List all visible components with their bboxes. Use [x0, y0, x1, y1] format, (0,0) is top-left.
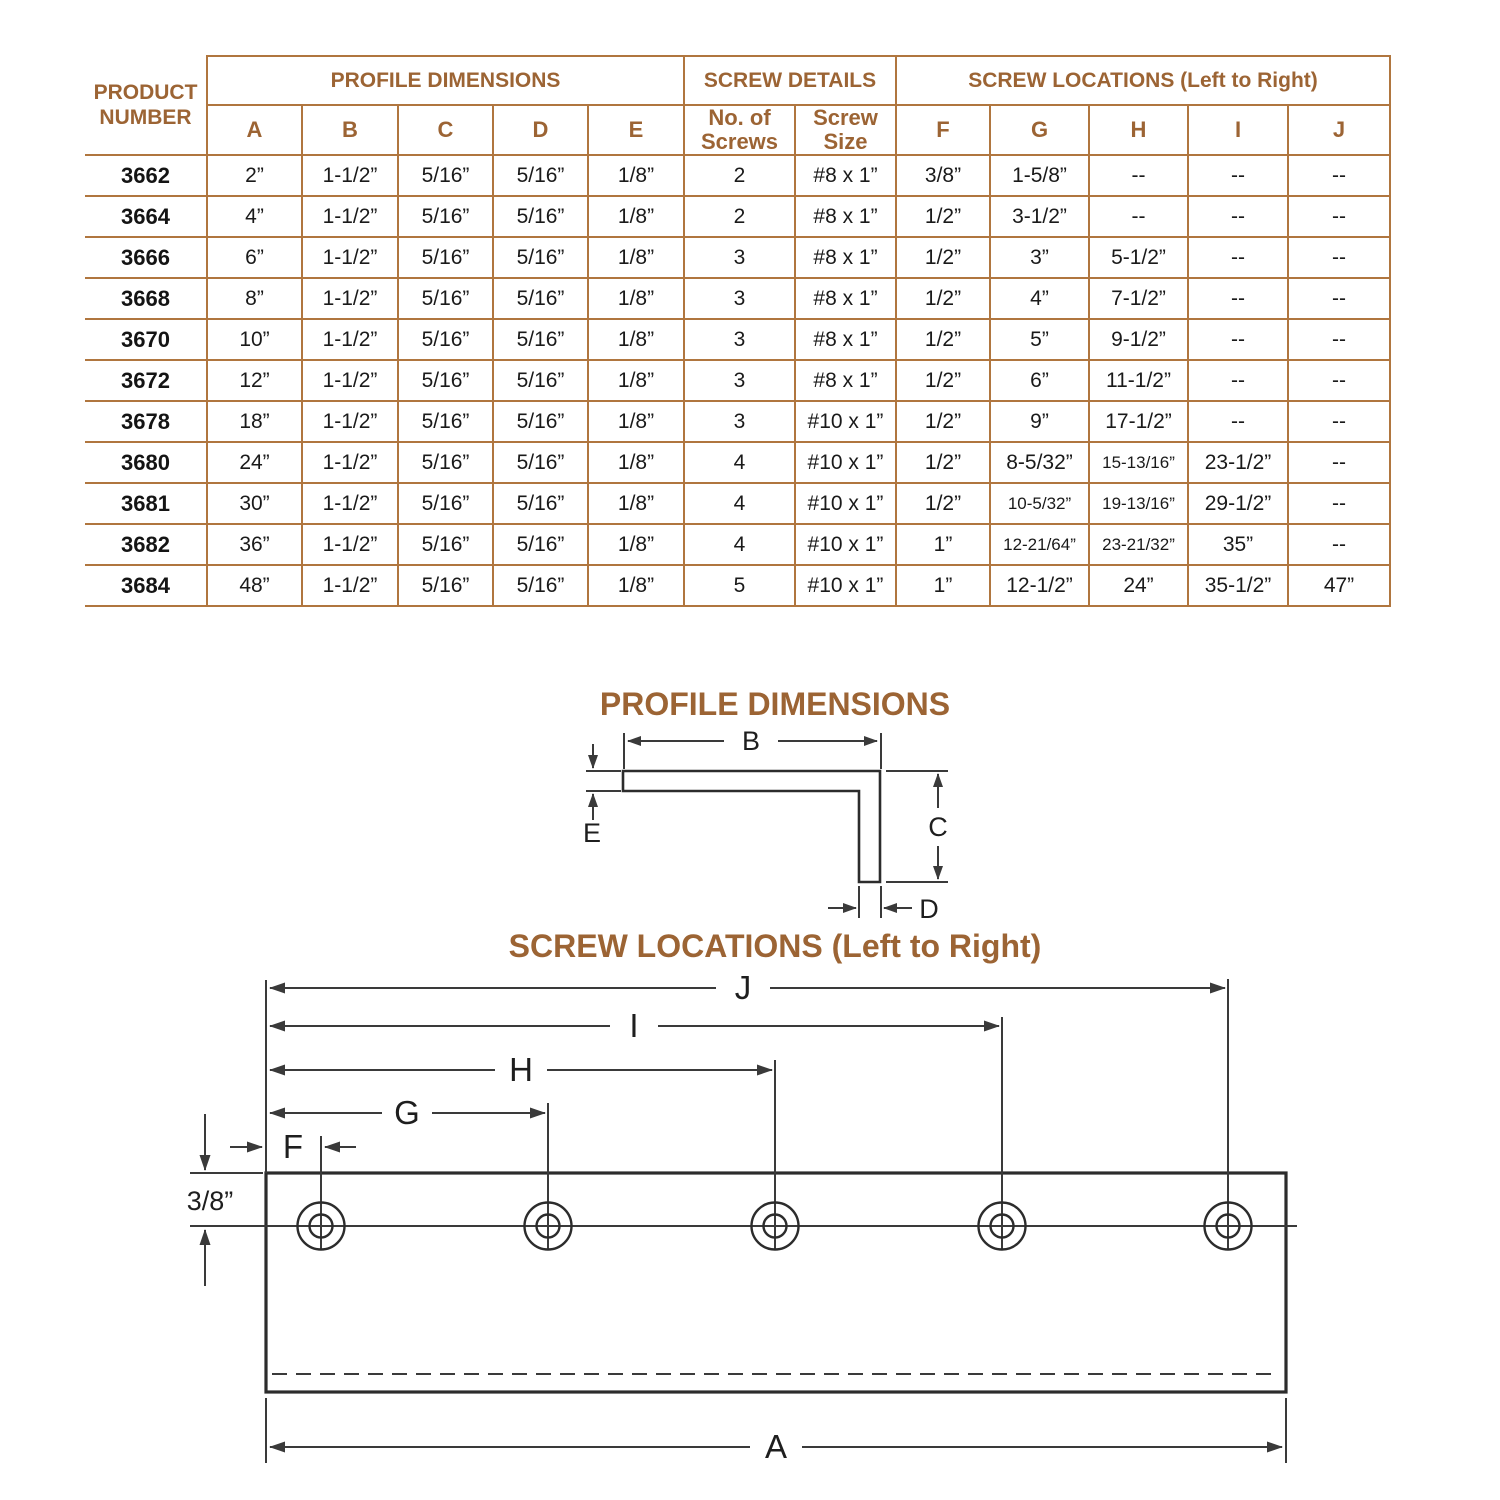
cell-dim-c: 5/16”: [398, 401, 493, 442]
cell-dim-b: 1-1/2”: [302, 278, 398, 319]
screw-size-line1: Screw: [813, 105, 878, 130]
dim-j: [270, 969, 1225, 1006]
col-header-screw-size: [795, 105, 896, 155]
cell-loc-g: 8-5/32”: [990, 442, 1089, 483]
screw-locations-diagram-title: SCREW LOCATIONS (Left to Right): [508, 928, 1042, 964]
table-row: [85, 401, 1390, 442]
cell-loc-h: --: [1089, 196, 1188, 237]
cell-loc-i: --: [1188, 237, 1288, 278]
col-header-j: J: [1288, 105, 1390, 155]
cell-screw-size: #10 x 1”: [795, 483, 896, 524]
cell-dim-e: 1/8”: [588, 401, 684, 442]
cell-dim-c: 5/16”: [398, 524, 493, 565]
profile-dimensions-group-header: PROFILE DIMENSIONS: [207, 56, 684, 105]
dim-label-j: J: [734, 969, 752, 1006]
cell-loc-h: 5-1/2”: [1089, 237, 1188, 278]
col-header-a: A: [207, 105, 302, 155]
cell-loc-f: 3/8”: [896, 155, 990, 196]
dim-label-h: H: [509, 1051, 533, 1088]
cell-loc-g: 12-21/64”: [990, 524, 1089, 565]
dim-c: [886, 771, 948, 882]
table-row: [85, 319, 1390, 360]
cell-loc-j: 47”: [1288, 565, 1390, 606]
no-of-screws-line1: No. of: [708, 105, 771, 130]
cell-loc-j: --: [1288, 360, 1390, 401]
cell-screw-size: #10 x 1”: [795, 442, 896, 483]
cell-dim-a: 10”: [207, 319, 302, 360]
cell-product-number: 3681: [85, 483, 207, 524]
cell-dim-a: 30”: [207, 483, 302, 524]
cell-dim-d: 5/16”: [493, 360, 588, 401]
product-number-header: PRODUCT NUMBER: [85, 56, 207, 155]
dim-label-g: G: [394, 1094, 420, 1131]
cell-loc-i: --: [1188, 360, 1288, 401]
col-header-g: G: [990, 105, 1089, 155]
no-of-screws-line2: Screws: [700, 129, 779, 155]
cell-dim-a: 24”: [207, 442, 302, 483]
cell-screw-count: 3: [684, 278, 795, 319]
cell-loc-i: 35”: [1188, 524, 1288, 565]
col-header-h: H: [1089, 105, 1188, 155]
cell-product-number: 3670: [85, 319, 207, 360]
table-row: [85, 196, 1390, 237]
dim-g: [270, 1094, 545, 1131]
cell-loc-g: 1-5/8”: [990, 155, 1089, 196]
dim-label-e: E: [582, 818, 602, 848]
cell-loc-g: 3”: [990, 237, 1089, 278]
dim-d: [828, 886, 939, 924]
cell-dim-c: 5/16”: [398, 278, 493, 319]
cell-dim-c: 5/16”: [398, 319, 493, 360]
cell-loc-f: 1/2”: [896, 401, 990, 442]
cell-loc-g: 4”: [990, 278, 1089, 319]
cell-dim-b: 1-1/2”: [302, 237, 398, 278]
cell-loc-g: 10-5/32”: [990, 483, 1089, 524]
cell-loc-h: 17-1/2”: [1089, 401, 1188, 442]
cell-dim-d: 5/16”: [493, 278, 588, 319]
dim-e: [583, 744, 621, 848]
cell-dim-b: 1-1/2”: [302, 483, 398, 524]
dim-i: [270, 1007, 999, 1044]
cell-loc-i: 29-1/2”: [1188, 483, 1288, 524]
dim-h: [270, 1051, 772, 1088]
cell-screw-count: 2: [684, 196, 795, 237]
dim-offset-3-8: [187, 1114, 266, 1286]
cell-product-number: 3684: [85, 565, 207, 606]
dim-b: [624, 726, 881, 769]
cell-dim-b: 1-1/2”: [302, 565, 398, 606]
cell-loc-h: 23-21/32”: [1089, 524, 1188, 565]
cell-dim-c: 5/16”: [398, 442, 493, 483]
cell-loc-i: --: [1188, 155, 1288, 196]
dim-label-offset: 3/8”: [186, 1186, 234, 1216]
cell-dim-b: 1-1/2”: [302, 196, 398, 237]
screw-details-group-header: SCREW DETAILS: [684, 56, 896, 105]
cell-dim-c: 5/16”: [398, 360, 493, 401]
cell-dim-e: 1/8”: [588, 196, 684, 237]
cell-loc-h: 24”: [1089, 565, 1188, 606]
cell-loc-f: 1/2”: [896, 360, 990, 401]
cell-loc-j: --: [1288, 483, 1390, 524]
cell-dim-b: 1-1/2”: [302, 524, 398, 565]
cell-dim-c: 5/16”: [398, 196, 493, 237]
cell-dim-d: 5/16”: [493, 565, 588, 606]
cell-screw-count: 3: [684, 401, 795, 442]
cell-dim-c: 5/16”: [398, 483, 493, 524]
cell-loc-h: 19-13/16”: [1089, 483, 1188, 524]
dim-label-c: C: [928, 812, 948, 842]
cell-loc-f: 1/2”: [896, 196, 990, 237]
cell-dim-e: 1/8”: [588, 483, 684, 524]
angle-profile-shape: [623, 771, 880, 882]
cell-loc-f: 1/2”: [896, 319, 990, 360]
dim-label-d: D: [919, 894, 939, 924]
cell-screw-size: #10 x 1”: [795, 524, 896, 565]
table-row: [85, 155, 1390, 196]
cell-dim-b: 1-1/2”: [302, 360, 398, 401]
cell-loc-h: 11-1/2”: [1089, 360, 1188, 401]
cell-loc-f: 1/2”: [896, 237, 990, 278]
cell-loc-i: --: [1188, 278, 1288, 319]
cell-loc-g: 12-1/2”: [990, 565, 1089, 606]
cell-dim-d: 5/16”: [493, 155, 588, 196]
profile-diagram: [550, 725, 1015, 935]
col-header-no-of-screws: [684, 105, 795, 155]
cell-loc-i: 23-1/2”: [1188, 442, 1288, 483]
cell-screw-count: 3: [684, 360, 795, 401]
cell-dim-e: 1/8”: [588, 237, 684, 278]
cell-dim-a: 4”: [207, 196, 302, 237]
cell-loc-i: --: [1188, 401, 1288, 442]
cell-screw-count: 4: [684, 442, 795, 483]
table-row: [85, 278, 1390, 319]
cell-loc-i: --: [1188, 196, 1288, 237]
screw-size-line2: Size: [823, 129, 868, 155]
cell-loc-j: --: [1288, 524, 1390, 565]
profile-diagram-title: PROFILE DIMENSIONS: [599, 686, 951, 722]
cell-dim-e: 1/8”: [588, 565, 684, 606]
cell-screw-size: #10 x 1”: [795, 401, 896, 442]
cell-dim-d: 5/16”: [493, 524, 588, 565]
col-header-b: B: [302, 105, 398, 155]
cell-dim-d: 5/16”: [493, 196, 588, 237]
cell-loc-f: 1/2”: [896, 278, 990, 319]
screw-locations-group-header: SCREW LOCATIONS (Left to Right): [896, 56, 1390, 105]
cell-loc-j: --: [1288, 319, 1390, 360]
cell-product-number: 3672: [85, 360, 207, 401]
cell-dim-e: 1/8”: [588, 360, 684, 401]
table-row: [85, 442, 1390, 483]
cell-loc-i: 35-1/2”: [1188, 565, 1288, 606]
cell-loc-f: 1/2”: [896, 483, 990, 524]
product-spec-table: [85, 55, 1391, 607]
cell-dim-b: 1-1/2”: [302, 155, 398, 196]
cell-screw-size: #8 x 1”: [795, 237, 896, 278]
dim-label-a: A: [764, 1428, 788, 1465]
cell-dim-e: 1/8”: [588, 278, 684, 319]
cell-dim-d: 5/16”: [493, 442, 588, 483]
cell-loc-f: 1/2”: [896, 442, 990, 483]
col-header-f: F: [896, 105, 990, 155]
cell-loc-j: --: [1288, 442, 1390, 483]
cell-dim-b: 1-1/2”: [302, 401, 398, 442]
cell-loc-j: --: [1288, 401, 1390, 442]
cell-dim-c: 5/16”: [398, 237, 493, 278]
cell-screw-size: #8 x 1”: [795, 196, 896, 237]
cell-dim-c: 5/16”: [398, 155, 493, 196]
cell-product-number: 3668: [85, 278, 207, 319]
table-row: [85, 360, 1390, 401]
col-header-d: D: [493, 105, 588, 155]
cell-screw-size: #10 x 1”: [795, 565, 896, 606]
dim-label-b: B: [741, 726, 761, 756]
cell-loc-i: --: [1188, 319, 1288, 360]
cell-dim-e: 1/8”: [588, 155, 684, 196]
cell-screw-size: #8 x 1”: [795, 278, 896, 319]
dim-label-i: I: [629, 1007, 639, 1044]
cell-dim-e: 1/8”: [588, 442, 684, 483]
cell-dim-a: 6”: [207, 237, 302, 278]
cell-dim-a: 12”: [207, 360, 302, 401]
cell-dim-a: 36”: [207, 524, 302, 565]
cell-screw-size: #8 x 1”: [795, 155, 896, 196]
cell-product-number: 3664: [85, 196, 207, 237]
cell-dim-b: 1-1/2”: [302, 319, 398, 360]
cell-screw-size: #8 x 1”: [795, 360, 896, 401]
cell-dim-a: 18”: [207, 401, 302, 442]
col-header-e: E: [588, 105, 684, 155]
cell-loc-h: 7-1/2”: [1089, 278, 1188, 319]
cell-dim-a: 8”: [207, 278, 302, 319]
table-row: [85, 524, 1390, 565]
cell-screw-count: 3: [684, 237, 795, 278]
cell-screw-count: 4: [684, 483, 795, 524]
cell-loc-g: 5”: [990, 319, 1089, 360]
dim-label-f: F: [282, 1128, 304, 1165]
cell-loc-f: 1”: [896, 524, 990, 565]
cell-dim-e: 1/8”: [588, 319, 684, 360]
cell-dim-c: 5/16”: [398, 565, 493, 606]
dim-a: [266, 1398, 1286, 1465]
cell-screw-count: 5: [684, 565, 795, 606]
cell-dim-a: 2”: [207, 155, 302, 196]
cell-loc-g: 3-1/2”: [990, 196, 1089, 237]
cell-loc-f: 1”: [896, 565, 990, 606]
cell-screw-size: #8 x 1”: [795, 319, 896, 360]
cell-dim-d: 5/16”: [493, 401, 588, 442]
cell-loc-h: --: [1089, 155, 1188, 196]
cell-loc-h: 9-1/2”: [1089, 319, 1188, 360]
col-header-c: C: [398, 105, 493, 155]
cell-screw-count: 2: [684, 155, 795, 196]
cell-dim-d: 5/16”: [493, 483, 588, 524]
cell-loc-h: 15-13/16”: [1089, 442, 1188, 483]
screw-locations-diagram: [150, 960, 1410, 1490]
cell-dim-e: 1/8”: [588, 524, 684, 565]
col-header-i: I: [1188, 105, 1288, 155]
cell-dim-d: 5/16”: [493, 237, 588, 278]
cell-product-number: 3680: [85, 442, 207, 483]
cell-screw-count: 3: [684, 319, 795, 360]
cell-loc-g: 9”: [990, 401, 1089, 442]
cell-screw-count: 4: [684, 524, 795, 565]
table-row: [85, 237, 1390, 278]
cell-dim-b: 1-1/2”: [302, 442, 398, 483]
cell-product-number: 3678: [85, 401, 207, 442]
dim-f: [230, 1128, 356, 1165]
cell-loc-j: --: [1288, 155, 1390, 196]
cell-product-number: 3662: [85, 155, 207, 196]
cell-loc-j: --: [1288, 278, 1390, 319]
table-row: [85, 565, 1390, 606]
cell-loc-j: --: [1288, 196, 1390, 237]
cell-loc-g: 6”: [990, 360, 1089, 401]
cell-product-number: 3682: [85, 524, 207, 565]
table-row: [85, 483, 1390, 524]
cell-product-number: 3666: [85, 237, 207, 278]
cell-dim-a: 48”: [207, 565, 302, 606]
cell-loc-j: --: [1288, 237, 1390, 278]
cell-dim-d: 5/16”: [493, 319, 588, 360]
